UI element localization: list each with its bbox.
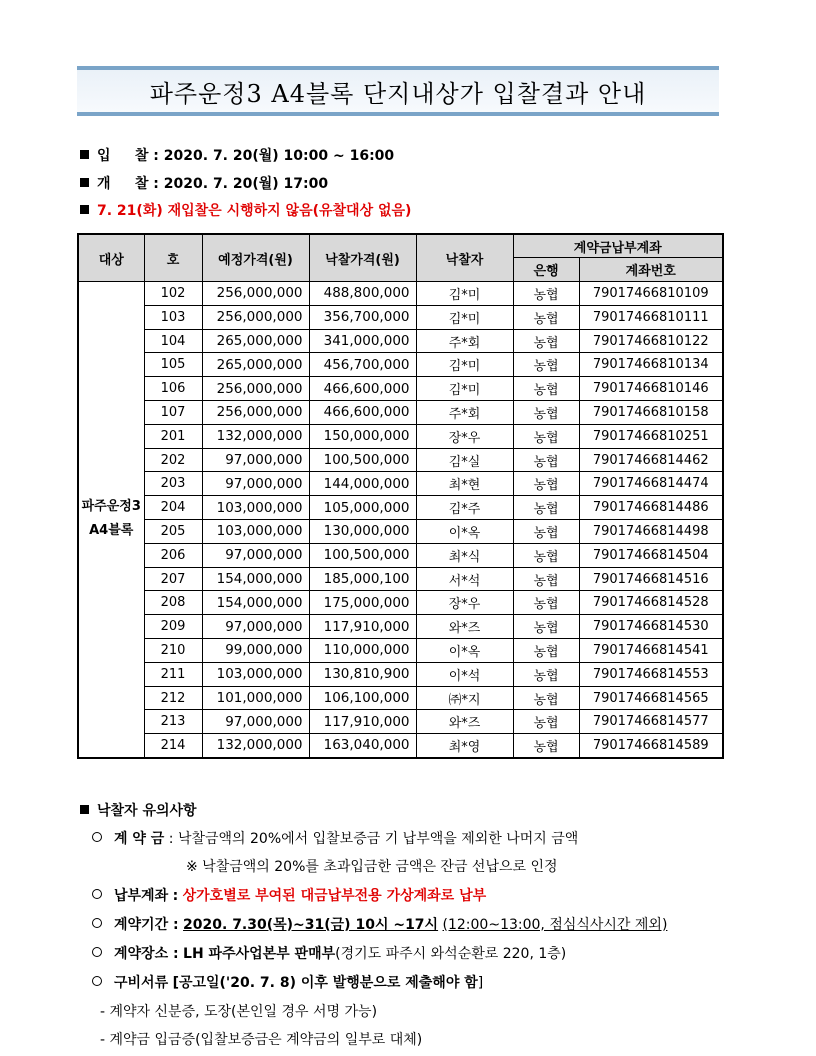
bank-cell: 농협 [513,424,579,448]
header-winning-price: 낙찰가격(원) [309,234,416,282]
bank-cell: 농협 [513,591,579,615]
winner-cell: 주*회 [416,329,513,353]
bid-results-table [77,233,724,759]
target-cell [78,282,144,758]
account-line [92,885,486,905]
bank-cell: 농협 [513,353,579,377]
table-row [78,591,723,615]
unit-cell: 207 [144,567,202,591]
estimated-price-cell: 97,000,000 [202,448,309,472]
winner-cell: 이*옥 [416,520,513,544]
winning-price-cell: 106,100,000 [309,686,416,710]
account-text: 상가호별로 부여된 대금납부전용 가상계좌로 납부 [182,888,487,904]
winner-cell: 김*실 [416,448,513,472]
bank-cell: 농협 [513,448,579,472]
winner-cell: 김*미 [416,305,513,329]
deposit-sub-line [186,856,558,876]
table-row [78,520,723,544]
unit-cell: 107 [144,401,202,425]
header-unit: 호 [144,234,202,282]
unit-cell: 203 [144,472,202,496]
target-line-1: 파주운정3 [81,499,141,515]
account-no-cell: 79017466814474 [579,472,723,496]
period-line [92,914,667,934]
account-no-cell: 79017466810134 [579,353,723,377]
doc-item-2 [100,1029,422,1049]
bank-cell: 농협 [513,496,579,520]
square-bullet-icon [80,805,89,814]
winner-cell: 와*즈 [416,615,513,639]
table-row [78,567,723,591]
header-bank: 은행 [513,258,579,282]
table-row [78,639,723,663]
bank-cell: 농협 [513,734,579,758]
winning-price-cell: 488,800,000 [309,282,416,306]
estimated-price-cell: 97,000,000 [202,710,309,734]
unit-cell: 213 [144,710,202,734]
unit-cell: 106 [144,377,202,401]
bank-cell: 농협 [513,472,579,496]
doc-item-text: - 계약자 신분증, 도장(본인일 경우 서명 가능) [100,1004,378,1020]
table-row [78,305,723,329]
estimated-price-cell: 256,000,000 [202,401,309,425]
winning-price-cell: 110,000,000 [309,639,416,663]
account-no-cell: 79017466814462 [579,448,723,472]
rebid-notice-line [80,200,411,220]
deposit-line [92,828,578,848]
table-row [78,686,723,710]
winner-cell: 서*석 [416,567,513,591]
unit-cell: 104 [144,329,202,353]
open-label: 개 찰 : [97,176,159,192]
winning-price-cell: 100,500,000 [309,543,416,567]
table-row [78,424,723,448]
table-row [78,734,723,758]
account-separator: : [172,888,179,904]
winner-cell: 와*즈 [416,710,513,734]
winner-cell: 김*미 [416,377,513,401]
account-no-cell: 79017466814541 [579,639,723,663]
estimated-price-cell: 256,000,000 [202,282,309,306]
winner-cell: 김*미 [416,353,513,377]
place-extra: (경기도 파주시 와석순환로 220, 1층) [335,946,567,962]
table-row [78,710,723,734]
estimated-price-cell: 97,000,000 [202,472,309,496]
docs-text-close: ] [477,975,484,991]
bank-cell: 농협 [513,282,579,306]
estimated-price-cell: 132,000,000 [202,424,309,448]
bank-cell: 농협 [513,377,579,401]
period-text: 2020. 7.30(목)~31(금) 10시 ~17시 [183,917,439,933]
docs-label: 구비서류 [114,975,169,991]
period-label: 계약기간 : [114,917,179,933]
table-row [78,377,723,401]
winning-price-cell: 100,500,000 [309,448,416,472]
deposit-sub: ※ 낙찰금액의 20%를 초과입금한 금액은 잔금 선납으로 인정 [186,859,558,875]
account-no-cell: 79017466814498 [579,520,723,544]
winner-cell: 최*식 [416,543,513,567]
winning-price-cell: 150,000,000 [309,424,416,448]
unit-cell: 204 [144,496,202,520]
unit-cell: 206 [144,543,202,567]
square-bullet-icon [80,205,89,214]
estimated-price-cell: 154,000,000 [202,567,309,591]
target-line-2: A4블록 [89,523,134,539]
account-no-cell: 79017466810146 [579,377,723,401]
page-title-banner [77,66,719,116]
doc-item-text: - 계약금 입금증(입찰보증금은 계약금의 일부로 대체) [100,1032,423,1048]
doc-item-1 [100,1001,377,1021]
table-row [78,448,723,472]
estimated-price-cell: 256,000,000 [202,377,309,401]
estimated-price-cell: 154,000,000 [202,591,309,615]
winner-cell: 장*우 [416,591,513,615]
bank-cell: 농협 [513,567,579,591]
winner-cell: 이*석 [416,662,513,686]
winning-price-cell: 130,000,000 [309,520,416,544]
bank-cell: 농협 [513,329,579,353]
winning-price-cell: 185,000,100 [309,567,416,591]
bank-cell: 농협 [513,662,579,686]
circle-bullet-icon [92,947,102,957]
winning-price-cell: 130,810,900 [309,662,416,686]
circle-bullet-icon [92,918,102,928]
open-date-line [80,173,328,193]
bank-cell: 농협 [513,305,579,329]
winning-price-cell: 163,040,000 [309,734,416,758]
table-row [78,353,723,377]
table-body [78,282,723,758]
estimated-price-cell: 103,000,000 [202,520,309,544]
winner-cell: 이*옥 [416,639,513,663]
estimated-price-cell: 99,000,000 [202,639,309,663]
unit-cell: 202 [144,448,202,472]
winner-cell: ㈜*지 [416,686,513,710]
account-no-cell: 79017466810109 [579,282,723,306]
account-no-cell: 79017466814516 [579,567,723,591]
header-estimated-price: 예정가격(원) [202,234,309,282]
account-no-cell: 79017466814504 [579,543,723,567]
period-extra: (12:00~13:00, 점심식사시간 제외) [442,917,668,933]
account-no-cell: 79017466814589 [579,734,723,758]
account-no-cell: 79017466814528 [579,591,723,615]
estimated-price-cell: 101,000,000 [202,686,309,710]
circle-bullet-icon [92,832,102,842]
deposit-text: : 낙찰금액의 20%에서 입찰보증금 기 납부액을 제외한 나머지 금액 [168,831,579,847]
unit-cell: 205 [144,520,202,544]
unit-cell: 210 [144,639,202,663]
place-line [92,943,566,963]
bank-cell: 농협 [513,401,579,425]
circle-bullet-icon [92,889,102,899]
bank-cell: 농협 [513,710,579,734]
table-row [78,496,723,520]
winning-price-cell: 456,700,000 [309,353,416,377]
square-bullet-icon [80,150,89,159]
page-title: 파주운정3 A4블록 단지내상가 입찰결과 안내 [149,79,647,108]
bank-cell: 농협 [513,520,579,544]
unit-cell: 211 [144,662,202,686]
estimated-price-cell: 97,000,000 [202,543,309,567]
account-no-cell: 79017466814486 [579,496,723,520]
table-row [78,329,723,353]
square-bullet-icon [80,178,89,187]
bank-cell: 농협 [513,639,579,663]
table-row [78,543,723,567]
docs-line [92,972,483,992]
header-account-no: 계좌번호 [579,258,723,282]
header-target: 대상 [78,234,144,282]
winner-cell: 장*우 [416,424,513,448]
circle-bullet-icon [92,976,102,986]
winning-price-cell: 466,600,000 [309,401,416,425]
bank-cell: 농협 [513,686,579,710]
winner-cell: 최*영 [416,734,513,758]
account-no-cell: 79017466810111 [579,305,723,329]
unit-cell: 103 [144,305,202,329]
winning-price-cell: 356,700,000 [309,305,416,329]
unit-cell: 214 [144,734,202,758]
header-winner: 낙찰자 [416,234,513,282]
table-row [78,282,723,306]
unit-cell: 201 [144,424,202,448]
estimated-price-cell: 103,000,000 [202,662,309,686]
winning-price-cell: 144,000,000 [309,472,416,496]
account-no-cell: 79017466814553 [579,662,723,686]
unit-cell: 105 [144,353,202,377]
estimated-price-cell: 103,000,000 [202,496,309,520]
deposit-label: 계 약 금 [114,831,165,847]
account-label: 납부계좌 [114,888,169,904]
winner-cell: 주*회 [416,401,513,425]
winning-price-cell: 117,910,000 [309,615,416,639]
estimated-price-cell: 132,000,000 [202,734,309,758]
estimated-price-cell: 265,000,000 [202,353,309,377]
rebid-notice: 7. 21(화) 재입찰은 시행하지 않음(유찰대상 없음) [97,203,412,219]
winning-price-cell: 117,910,000 [309,710,416,734]
winning-price-cell: 175,000,000 [309,591,416,615]
winner-cell: 김*미 [416,282,513,306]
bank-cell: 농협 [513,543,579,567]
docs-text: [공고일('20. 7. 8) 이후 발행분으로 제출해야 함 [172,975,478,991]
account-no-cell: 79017466814565 [579,686,723,710]
winner-cell: 김*주 [416,496,513,520]
unit-cell: 102 [144,282,202,306]
place-text: LH 파주사업본부 판매부 [183,946,336,962]
table-row [78,472,723,496]
winning-price-cell: 341,000,000 [309,329,416,353]
account-no-cell: 79017466814530 [579,615,723,639]
bid-label: 입 찰 : [97,148,159,164]
estimated-price-cell: 97,000,000 [202,615,309,639]
notes-heading: 낙찰자 유의사항 [97,803,197,819]
bid-value: 2020. 7. 20(월) 10:00 ~ 16:00 [163,148,395,164]
account-no-cell: 79017466810158 [579,401,723,425]
winning-price-cell: 466,600,000 [309,377,416,401]
unit-cell: 208 [144,591,202,615]
bid-date-line [80,145,394,165]
table-row [78,662,723,686]
unit-cell: 209 [144,615,202,639]
place-label: 계약장소 : [114,946,179,962]
estimated-price-cell: 265,000,000 [202,329,309,353]
winning-price-cell: 105,000,000 [309,496,416,520]
account-no-cell: 79017466814577 [579,710,723,734]
unit-cell: 212 [144,686,202,710]
account-no-cell: 79017466810251 [579,424,723,448]
notes-heading-line [80,800,197,820]
header-account-group: 계약금납부계좌 [513,234,723,258]
open-value: 2020. 7. 20(월) 17:00 [163,176,329,192]
estimated-price-cell: 256,000,000 [202,305,309,329]
account-no-cell: 79017466810122 [579,329,723,353]
winner-cell: 최*현 [416,472,513,496]
bank-cell: 농협 [513,615,579,639]
table-row [78,615,723,639]
table-row [78,401,723,425]
